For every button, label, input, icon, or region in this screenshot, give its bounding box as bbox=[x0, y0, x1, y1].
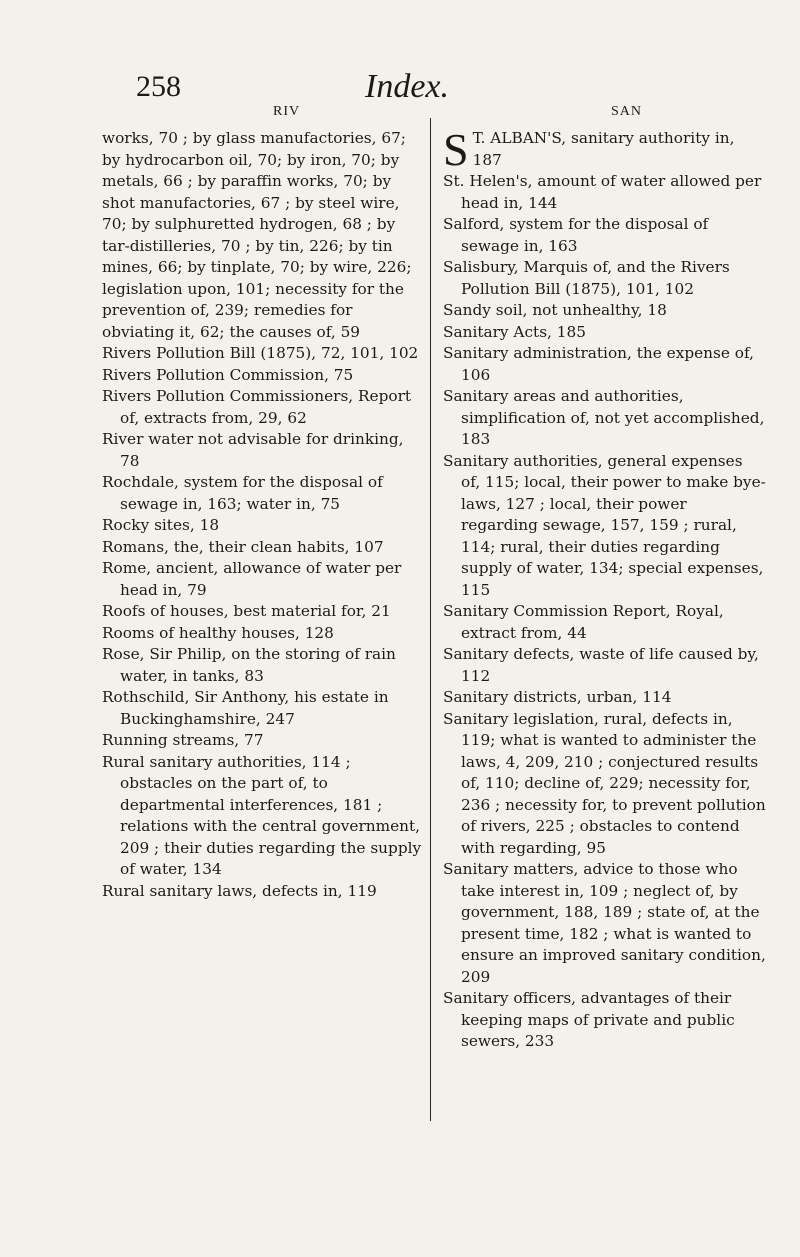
index-entry: River water not advisable for drinking, 78 bbox=[102, 430, 404, 470]
index-entry: Sanitary districts, urban, 114 bbox=[443, 688, 672, 706]
index-entry: Romans, the, their clean habits, 107 bbox=[102, 537, 384, 556]
left-column bbox=[102, 128, 425, 902]
drop-cap: S bbox=[443, 124, 469, 175]
index-entry: Rural sanitary laws, defects in, 119 bbox=[102, 881, 377, 900]
index-entry: Rivers Pollution Bill (1875), 72, 101, 102 bbox=[102, 344, 419, 362]
index-entry-first bbox=[443, 124, 766, 175]
index-entry: Sanitary officers, advantages of their keeping maps of private and public sewers, 233 bbox=[443, 989, 735, 1050]
index-entry: Sanitary authorities, general expenses of, 115; local, their power to make bye-laws, 127 ; local, their power regarding sewage, 157, 159 ; rural, 114; rural, their duties regarding supply of water, 134; special expenses, 115 bbox=[443, 451, 766, 599]
right-column bbox=[443, 124, 766, 1053]
index-entry: Rome, ancient, allowance of water per head in, 79 bbox=[102, 559, 402, 599]
index-entry: works, 70 ; by glass manufactories, 67; by hydrocarbon oil, 70; by iron, 70; by metals, 66 ; by paraffin works, 70; by shot manufactories, 67 ; by steel wire, 70; by sulphuretted hydrogen, 68 ; by tar-distilleries, 70 ; by tin, 226; by tin mines, 66; by tinplate, 70; by wire, 226; legislation upon, 101; necessity for the prevention of, 239; remedies for obviating it, 62; the causes of, 59 bbox=[102, 129, 412, 341]
index-entry: Running streams, 77 bbox=[102, 731, 264, 749]
index-entry: Roofs of houses, best material for, 21 bbox=[102, 602, 391, 620]
index-entry: Sanitary areas and authorities, simplification of, not yet accomplished, 183 bbox=[443, 387, 765, 448]
index-entry: Sanitary matters, advice to those who take interest in, 109 ; neglect of, by government, 188, 189 ; state of, at the present time, 182 ; what is wanted to ensure an improved sanitary condition, 209 bbox=[443, 860, 766, 986]
first-entry-text: T. ALBAN'S, sanitary authority in, 187 bbox=[472, 129, 735, 169]
index-entry: Sanitary administration, the expense of, 106 bbox=[443, 344, 754, 384]
page-title: Index. bbox=[365, 68, 450, 105]
index-entry: Rochdale, system for the disposal of sewage in, 163; water in, 75 bbox=[102, 473, 383, 513]
page-number: 258 bbox=[136, 70, 181, 103]
left-guide-word: RIV bbox=[273, 104, 301, 119]
column-divider bbox=[430, 118, 431, 1121]
index-entry: Rivers Pollution Commission, 75 bbox=[102, 365, 354, 384]
index-entry: Sandy soil, not unhealthy, 18 bbox=[443, 301, 667, 319]
right-guide-word: SAN bbox=[611, 104, 643, 119]
index-entry: Rothschild, Sir Anthony, his estate in Buckinghamshire, 247 bbox=[102, 688, 389, 728]
index-entry: Salisbury, Marquis of, and the Rivers Pollution Bill (1875), 101, 102 bbox=[443, 258, 730, 298]
index-entry: Salford, system for the disposal of sewage in, 163 bbox=[443, 215, 709, 255]
index-entry: Rivers Pollution Commissioners, Report of, extracts from, 29, 62 bbox=[102, 387, 412, 427]
index-entry: Rural sanitary authorities, 114 ; obstacles on the part of, to departmental interferences, 181 ; relations with the central government, 209 ; their duties regarding the supply of water, 134 bbox=[102, 752, 422, 878]
index-entry: Sanitary Commission Report, Royal, extract from, 44 bbox=[443, 602, 724, 642]
index-entry: Sanitary Acts, 185 bbox=[443, 322, 586, 341]
index-entry: Rooms of healthy houses, 128 bbox=[102, 623, 334, 642]
index-entry: St. Helen's, amount of water allowed per head in, 144 bbox=[443, 172, 762, 212]
index-entry: Sanitary defects, waste of life caused by, 112 bbox=[443, 645, 759, 685]
index-entry: Sanitary legislation, rural, defects in, 119; what is wanted to administer the laws, 4, 209, 210 ; conjectured results of, 110; decline of, 229; necessity for, 236 ; necessity for, to prevent pollution of rivers, 225 ; obstacles to contend with regarding, 95 bbox=[443, 709, 766, 857]
index-entry: Rose, Sir Philip, on the storing of rain water, in tanks, 83 bbox=[102, 645, 396, 685]
index-entry: Rocky sites, 18 bbox=[102, 516, 220, 534]
